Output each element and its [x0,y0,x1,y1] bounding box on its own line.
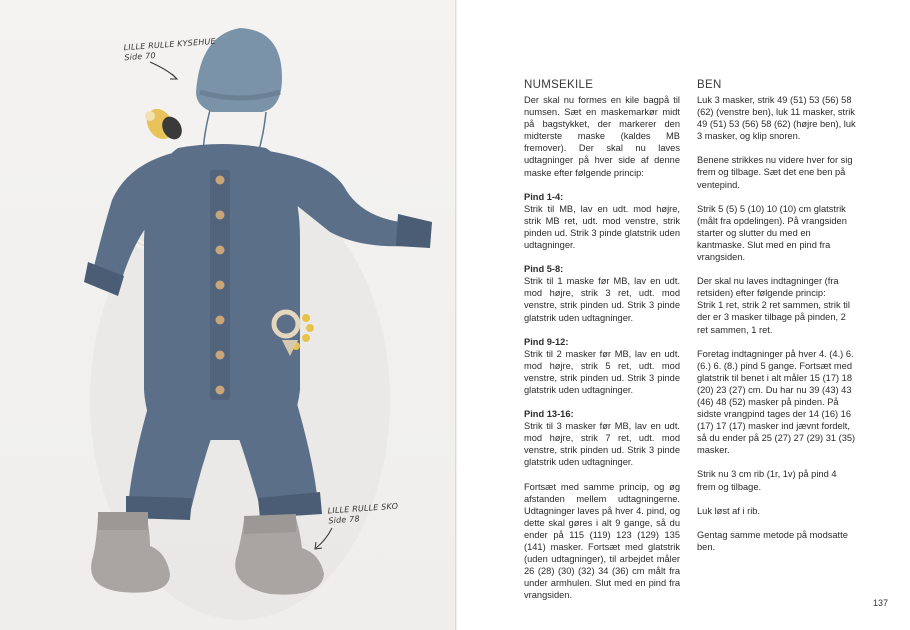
pind-9-12-title: Pind 9-12: [524,336,569,347]
ben-paragraph-2: Benene strikkes nu videre hver for sig frem og tilbage. Sæt det ene ben på ventepind. [697,155,853,190]
heading-numsekile: NUMSEKILE [524,79,594,91]
column-ben [697,78,857,565]
heading-ben: BEN [697,79,722,91]
pacifier-icon [142,104,186,144]
ben-paragraph-8: Gentag samme metode på modsatte ben. [697,529,848,552]
ben-paragraph-7: Luk løst af i rib. [697,505,761,516]
pind-1-4-title: Pind 1-4: [524,191,564,202]
caption-booties-title: LILLE RULLE SKO [327,501,399,516]
ben-paragraph-5: Foretag indtagninger på hver 4. (4.) 6. (6.) 6. (8.) pind 5 gange. Fortsæt med glatstrik til benet i alt måler 15 (17) 18 (20) 23 (27) cm. Du har nu 39 (43) 43 (46) 48 (52) masker på pinden. På sidste vrangpind tages der 14 (16) 16 (17) 17 (17) masker ind jævnt fordelt, så du ender på 25 (27) 27 (29) 31 (35) masker. [697,348,856,456]
pind-13-16-text: Strik til 3 masker før MB, lav en udt. mod højre, strik 7 ret, udt. mod venstre, strik pinden ud. Strik 3 pinde glatstrik uden udtagninger. [524,421,680,468]
ben-paragraph-4b: Strik 1 ret, strik 2 ret sammen, strik til der er 3 masker tilbage på pinden, 2 ret sammen, 1 ret. [697,300,850,335]
pind-1-4-text: Strik til MB, lav en udt. mod højre, strik MB ret, udt. mod venstre, strik pinden ud. Strik 3 pinde glatstrik uden udtagninger. [524,203,680,251]
pind-5-8-text: Strik til 1 maske før MB, lav en udt. mod højre, strik 3 ret, udt. mod venstre, strik pinden ud. Strik 3 pinde glatstrik uden udtagninger. [524,276,680,323]
ben-paragraph-4a: Der skal nu laves indtagninger (fra retsiden) efter følgende princip: [697,276,839,299]
ben-paragraph-3: Strik 5 (5) 5 (10) 10 (10) cm glatstrik (målt fra opdelingen). På vrangsiden starter og slutter du med en kantmaske. Slut med en pind fra vrangsiden. [697,203,847,263]
column-numsekile [524,78,680,613]
pind-9-12-text: Strik til 2 masker før MB, lav en udt. mod højre, strik 5 ret, udt. mod venstre, strik pinden ud. Strik 3 pinde glatstrik uden udtagninger. [524,348,680,395]
caption-bonnet-page: Side 70 [124,51,157,63]
numsekile-intro: Der skal nu formes en kile bagpå til numsen. Sæt en maskemarkør midt på bagstykket, der markerer den midterste maske (kaldes MB fremover). Der skal nu laves udtagninger på hver side af denne maske efter følgende princip: [524,95,680,178]
pind-5-8-title: Pind 5-8: [524,264,564,275]
caption-booties-page: Side 78 [328,514,361,526]
caption-bonnet-title: LILLE RULLE KYSEHUE [123,36,217,53]
page-number: 137 [872,598,888,608]
text-page [458,0,910,630]
ben-paragraph-6: Strik nu 3 cm rib (1r, 1v) på pind 4 frem og tilbage. [697,469,837,492]
ben-paragraph-1: Luk 3 masker, strik 49 (51) 53 (56) 58 (62) (venstre ben), luk 11 masker, strik 49 (51) 53 (56) 58 (62) (højre ben), luk 3 masker, og klip snoren. [697,95,856,142]
caption-arrow-bonnet-icon [150,62,176,78]
pind-13-16-title: Pind 13-16: [524,409,574,420]
numsekile-closing: Fortsæt med samme princip, og øg afstanden mellem udtagningerne. Udtagninger laves på hver 4. pind, og dette skal gøres i alt 9 gange, så du ender på 115 (119) 123 (129) 135 (141) masker. Fortsæt med glatstrik (uden udtagninger), til arbejdet måler 26 (28) (30) (32) 34 (36) cm målt fra under armhulen. Slut med en pind fra vrangsiden. [524,481,680,601]
